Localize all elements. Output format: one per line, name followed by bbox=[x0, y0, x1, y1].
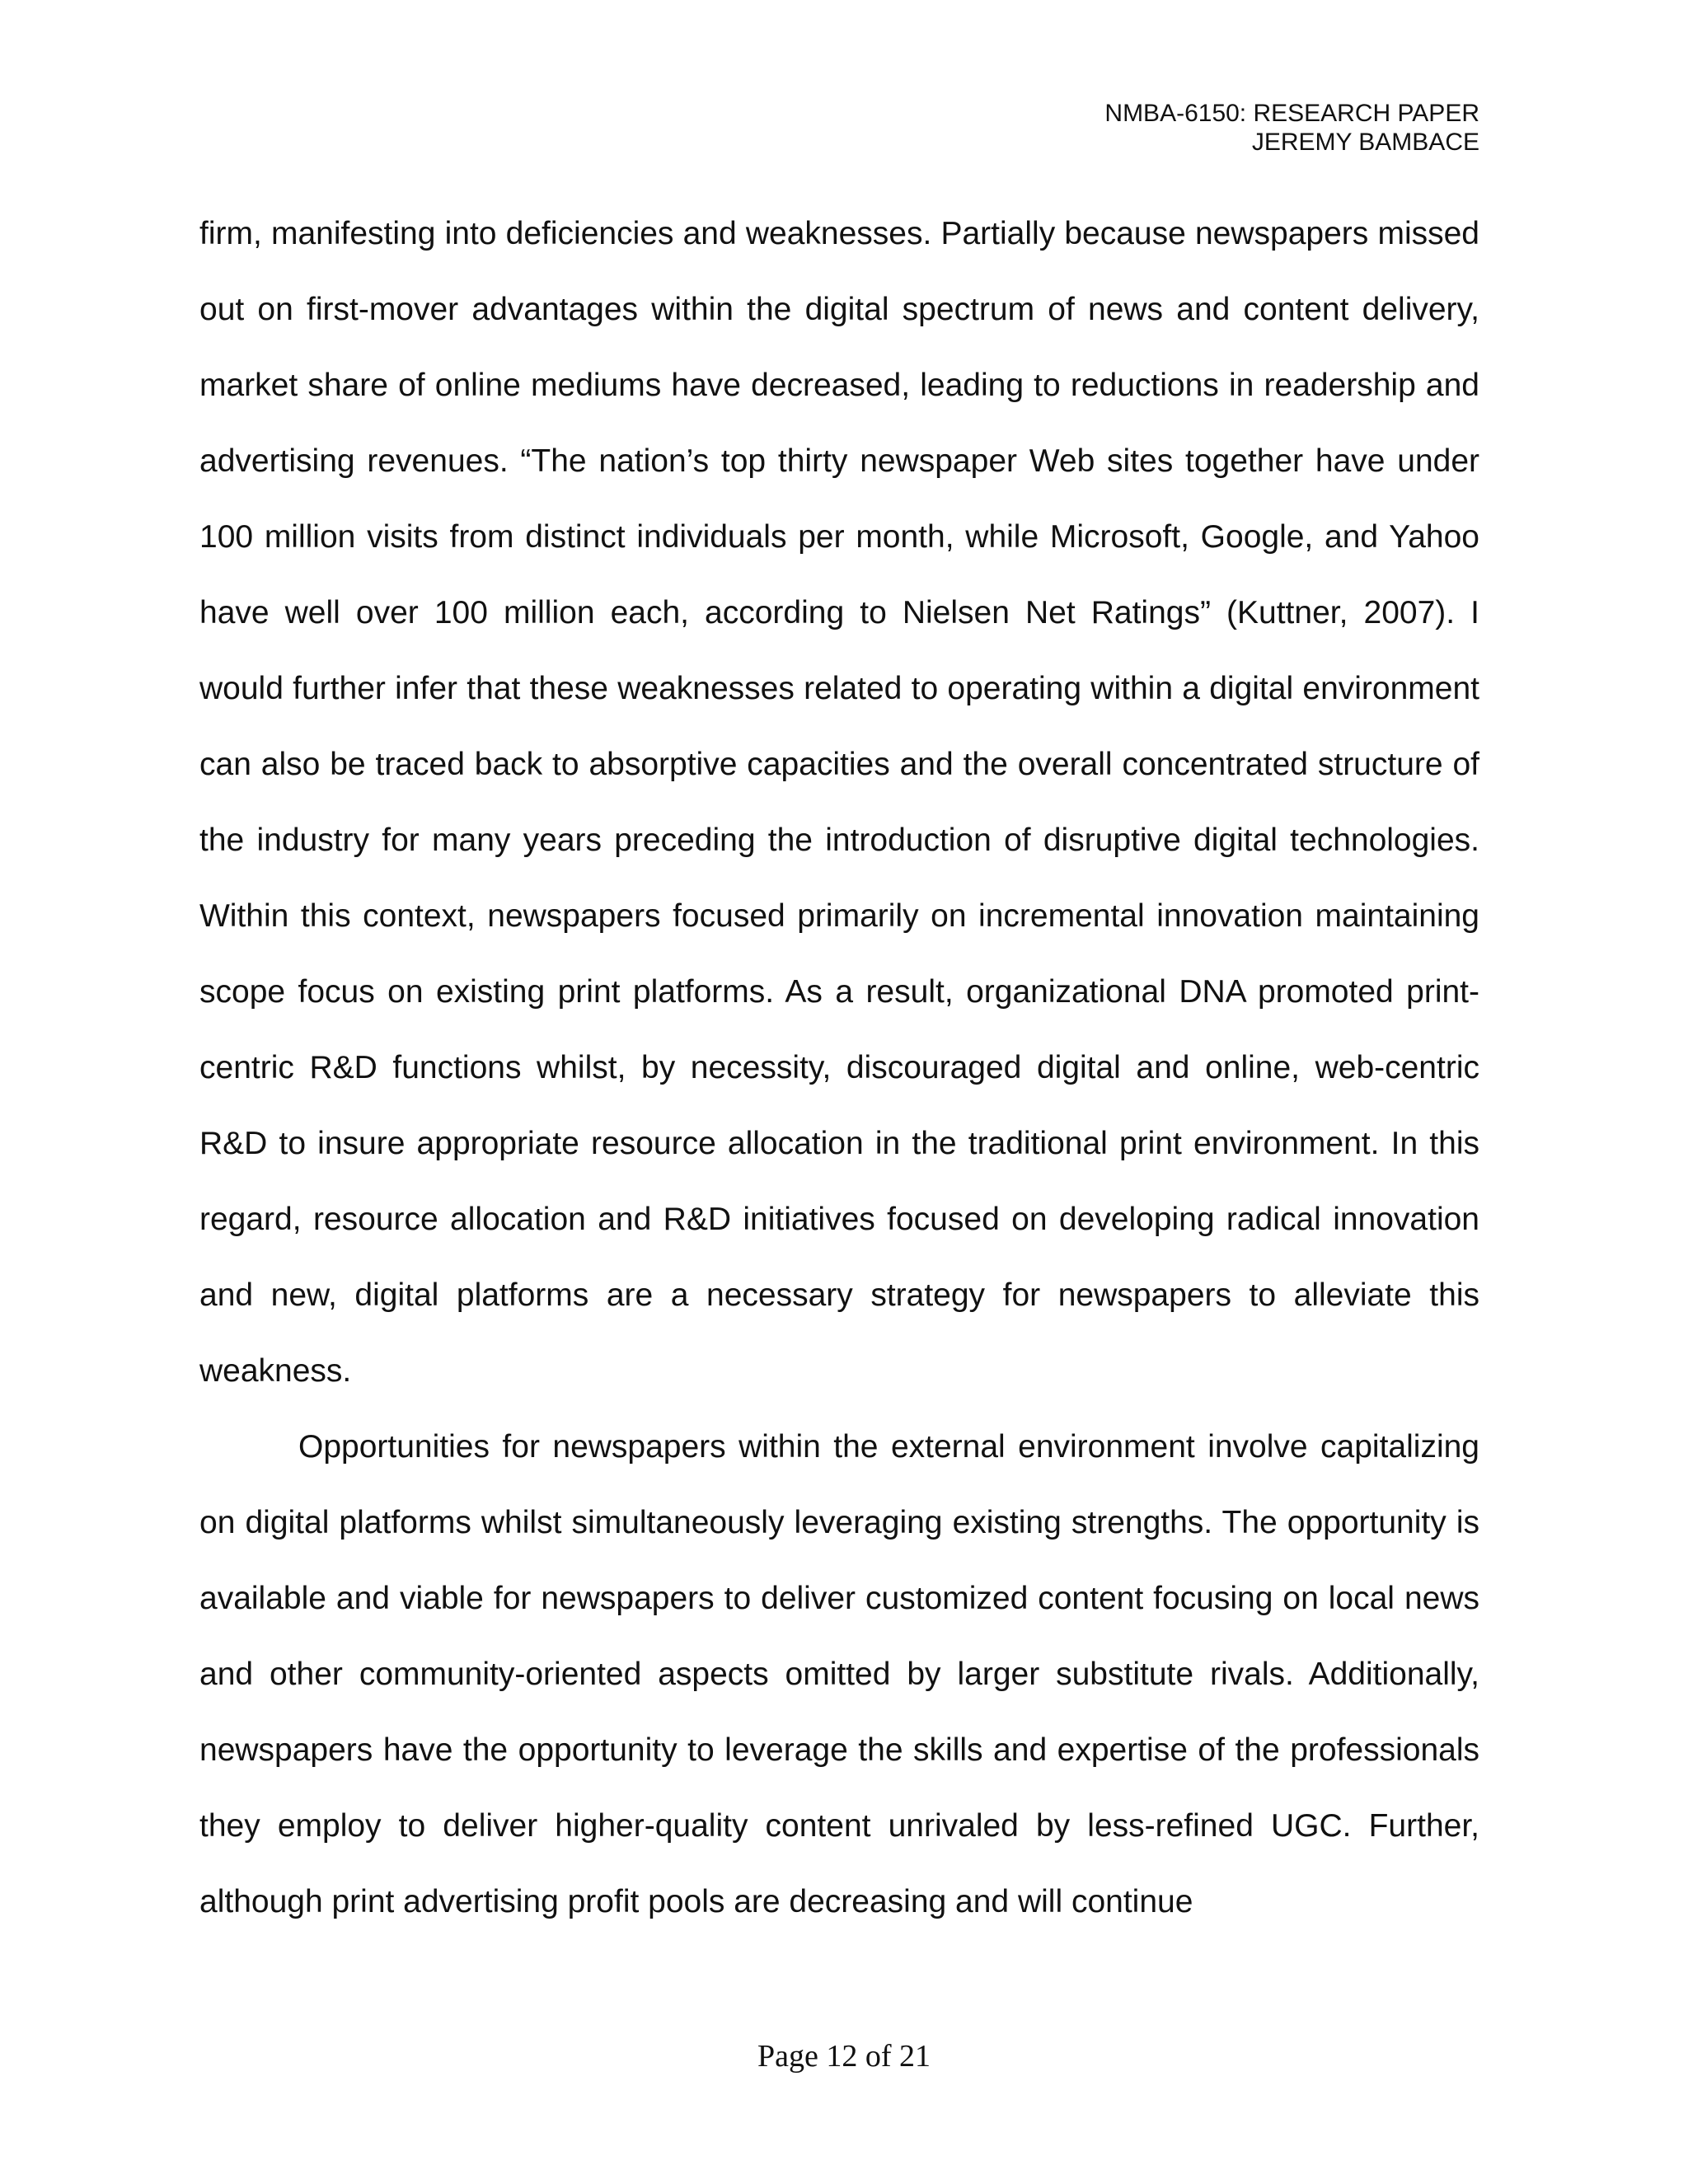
body-text bbox=[199, 196, 1479, 1940]
header-course-title: NMBA-6150: RESEARCH PAPER bbox=[1104, 100, 1479, 127]
paragraph-opportunities: Opportunities for newspapers within the external environment involve capitalizing on digital platforms whilst simultaneously leveraging existing strengths. The opportunity is available and viable for newspapers to deliver customized content focusing on local news and other community-oriented aspects omitted by larger substitute rivals. Additionally, newspapers have the opportunity to leverage the skills and expertise of the professionals they employ to deliver higher-quality content unrivaled by less-refined UGC. Further, although print advertising profit pools are decreasing and will continue bbox=[199, 1429, 1479, 1919]
page-number-footer: Page 12 of 21 bbox=[757, 2039, 931, 2074]
paragraph-weaknesses: firm, manifesting into deficiencies and weaknesses. Partially because newspapers missed out on first-mover advantages within the digital spectrum of news and content delivery, market share of online mediums have decreased, leading to reductions in readership and advertising revenues. “The nation’s top thirty newspaper Web sites together have under 100 million visits from distinct individuals per month, while Microsoft, Google, and Yahoo have well over 100 million each, according to Nielsen Net Ratings” (Kuttner, 2007). I would further infer that these weaknesses related to operating within a digital environment can also be traced back to absorptive capacities and the overall concentrated structure of the industry for many years preceding the introduction of disruptive digital technologies. Within this context, newspapers focused primarily on incremental innovation maintaining scope focus on existing print platforms. As a result, organizational DNA promoted print-centric R&D functions whilst, by necessity, discouraged digital and online, web-centric R&D to insure appropriate resource allocation in the traditional print environment. In this regard, resource allocation and R&D initiatives focused on developing radical innovation and new, digital platforms are a necessary strategy for newspapers to alleviate this weakness. bbox=[199, 216, 1479, 1389]
header-author-name: JEREMY BAMBACE bbox=[1251, 129, 1479, 156]
running-header bbox=[1104, 99, 1479, 157]
